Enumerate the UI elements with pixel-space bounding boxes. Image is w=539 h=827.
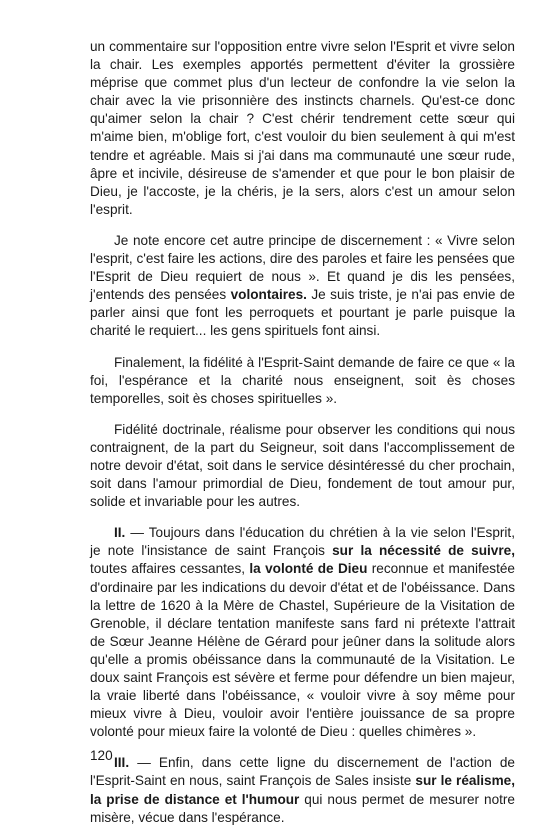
text-run: toutes affaires cessantes, (90, 561, 250, 577)
paragraph-p2 (90, 232, 515, 341)
text-run: Je note encore cet autre principe de discernement : « Vivre selon l'esprit, c'est faire les actions, dire des paroles et faire les pensées que l'Esprit de Dieu requiert de nous ». Et quand je dis les pensées, j'entends des pensées (90, 232, 515, 303)
bold-text-run: sur la nécessité de suivre, (332, 543, 515, 559)
text-run: qui nous permet de mesurer notre misère, vécue dans l'espérance. (90, 791, 515, 825)
bold-text-run: la volonté de Dieu (249, 561, 368, 577)
bold-text-run: III. (114, 755, 130, 771)
body-text (90, 38, 515, 827)
text-run: un commentaire sur l'opposition entre vivre selon l'Esprit et vivre selon la chair. Les exemples apportés permettent d'éviter la grossière méprise que commet plus d'un lecteur de confondre la vie selon la chair avec la vie prisonnière des instincts charnels. Qu'est-ce donc qu'aimer selon la chair ? C'est chérir tendrement cette sœur qui m'aime bien, m'oblige fort, c'est vouloir du bien seulement à qui m'est tendre et agréable. Mais si j'ai dans ma communauté une sœur rude, âpre et incivile, désireuse de s'amender et que pour le bon plaisir de Dieu, je l'accoste, je la chéris, je la sers, alors c'est un amour selon l'esprit. (90, 39, 515, 217)
text-run: Finalement, la fidélité à l'Esprit-Saint demande de faire ce que « la foi, l'espérance et la charité nous enseignent, soit ès choses temporelles, soit ès choses spirituelles ». (90, 354, 515, 406)
bold-text-run: volontaires. (230, 287, 307, 303)
paragraph-p6 (90, 754, 515, 826)
paragraph-p4 (90, 421, 515, 511)
bold-text-run: II. (114, 525, 126, 541)
paragraph-p5 (90, 524, 515, 741)
paragraph-p3 (90, 354, 515, 408)
text-run: — Toujours dans l'éducation du chrétien à la vie selon l'Esprit, je note l'insistance de saint François (90, 525, 515, 559)
text-run: reconnue et manifestée d'ordinaire par les indications du devoir d'état et de l'obéissance. Dans la lettre de 1620 à la Mère de Chastel, Supérieure de la Visitation de Grenoble, il déclare tentation manifeste sans fard ni prétexte l'attrait de Sœur Jeanne Hélène de Gérard pour jeûner dans la solitude alors qu'elle a promis obéissance dans la communauté de la Visitation. Le doux saint François est sévère et ferme pour défendre un bien majeur, la vraie liberté dans l'obéissance, « vouloir vivre à soy même pour mieux vivre à Dieu, vouloir avoir l'entière jouissance de sa propre volonté pour mieux faire la volonté de Dieu : quelles chimères ». (90, 561, 515, 740)
text-run: — Enfin, dans cette ligne du discernement de l'action de l'Esprit-Saint en nous, saint François de Sales insiste (90, 755, 515, 789)
bold-text-run: sur le réalisme, la prise de distance et l'humour (90, 773, 515, 807)
text-run: Fidélité doctrinale, réalisme pour observer les conditions qui nous contraignent, de la part du Seigneur, soit dans l'accomplissement de notre devoir d'état, soit dans le service désintéressé du cher prochain, soit dans l'amour primordial de Dieu, fondement de tout amour pur, solide et invariable pour les autres. (90, 421, 515, 510)
text-run: Je suis triste, je n'ai pas envie de parler ainsi que font les perroquets et pourtant je parle puisque la charité le requiert... les gens spirituels font ainsi. (90, 287, 515, 339)
paragraph-p1 (90, 38, 515, 219)
page-number: 120 (90, 748, 113, 763)
